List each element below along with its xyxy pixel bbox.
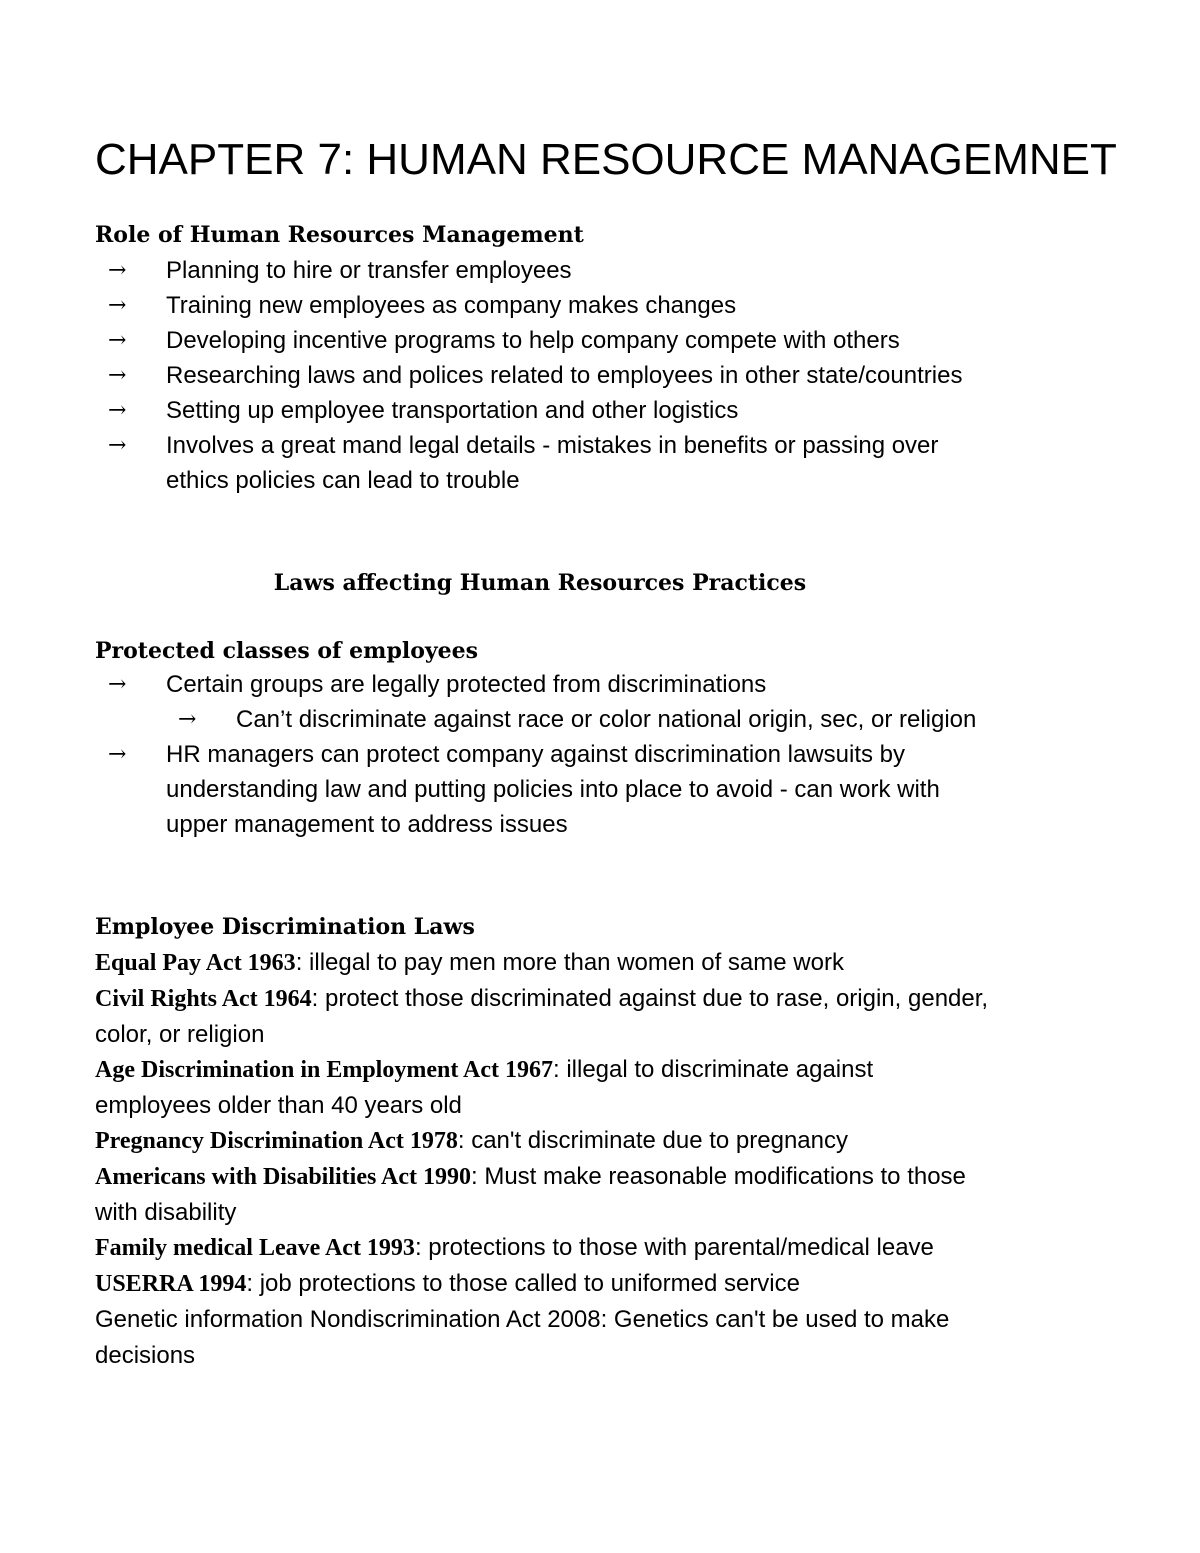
law-name: Age Discrimination in Employment Act 1967 bbox=[95, 1057, 553, 1083]
law-description: : can't discriminate due to pregnancy bbox=[457, 1127, 848, 1154]
law-description: : Must make reasonable modifications to those with disability bbox=[95, 1163, 966, 1226]
law-name: Family medical Leave Act 1993 bbox=[95, 1235, 415, 1261]
arrow-icon: → bbox=[108, 258, 127, 283]
list-item bbox=[95, 1302, 995, 1373]
law-description: : protect those discriminated against due to rase, origin, gender, color, or religion bbox=[95, 985, 989, 1048]
law-description: : illegal to discriminate against employees older than 40 years old bbox=[95, 1056, 874, 1119]
arrow-icon: → bbox=[108, 742, 127, 767]
law-name: Equal Pay Act 1963 bbox=[95, 950, 296, 976]
list-item bbox=[95, 1052, 995, 1123]
list-item: → Planning to hire or transfer employees bbox=[0, 253, 1200, 288]
list-item: → Training new employees as company makes changes bbox=[0, 288, 1200, 323]
list-item: → Researching laws and polices related to employees in other state/countries bbox=[0, 358, 1200, 393]
list-item bbox=[95, 1123, 995, 1159]
list-item bbox=[95, 1266, 995, 1302]
section-heading-protected: Protected classes of employees bbox=[95, 638, 479, 664]
list-item: → Can’t discriminate against race or color national origin, sec, or religion bbox=[0, 702, 1200, 737]
list-item: → HR managers can protect company against discrimination lawsuits by understanding law and putting policies into place to avoid - can work with upper management to address issues bbox=[0, 737, 1200, 842]
list-item: → Developing incentive programs to help company compete with others bbox=[0, 323, 1200, 358]
list-item: → Setting up employee transportation and other logistics bbox=[0, 393, 1200, 428]
list-item: → Involves a great mand legal details - mistakes in benefits or passing over ethics policies can lead to trouble bbox=[0, 428, 1200, 498]
law-name: USERRA 1994 bbox=[95, 1271, 247, 1297]
law-description: Genetic information Nondiscrimination Act 2008: Genetics can't be used to make decisions bbox=[95, 1306, 950, 1369]
list-item bbox=[95, 981, 995, 1052]
arrow-icon: → bbox=[108, 328, 127, 353]
arrow-icon: → bbox=[108, 293, 127, 318]
arrow-icon: → bbox=[108, 398, 127, 423]
arrow-icon: → bbox=[108, 363, 127, 388]
arrow-icon: → bbox=[178, 707, 197, 732]
list-item: → Certain groups are legally protected from discriminations bbox=[0, 667, 1200, 702]
protected-bullet-list bbox=[0, 667, 1200, 842]
law-name: Civil Rights Act 1964 bbox=[95, 986, 312, 1012]
discrimination-law-list bbox=[95, 945, 995, 1373]
law-description: : illegal to pay men more than women of same work bbox=[295, 949, 844, 976]
list-item bbox=[95, 945, 995, 981]
page-title: CHAPTER 7: HUMAN RESOURCE MANAGEMNET bbox=[95, 135, 1117, 184]
law-description: : protections to those with parental/medical leave bbox=[414, 1234, 934, 1261]
section-heading-laws: Laws affecting Human Resources Practices bbox=[273, 570, 807, 596]
section-heading-discrimination-laws: Employee Discrimination Laws bbox=[95, 914, 475, 940]
law-name: Pregnancy Discrimination Act 1978 bbox=[95, 1128, 458, 1154]
arrow-icon: → bbox=[108, 672, 127, 697]
section-heading-role: Role of Human Resources Management bbox=[95, 222, 584, 248]
law-description: : job protections to those called to uniformed service bbox=[246, 1270, 800, 1297]
arrow-icon: → bbox=[108, 433, 127, 458]
role-bullet-list bbox=[0, 253, 1200, 498]
list-item bbox=[95, 1230, 995, 1266]
list-item bbox=[95, 1159, 995, 1230]
law-name: Americans with Disabilities Act 1990 bbox=[95, 1164, 471, 1190]
